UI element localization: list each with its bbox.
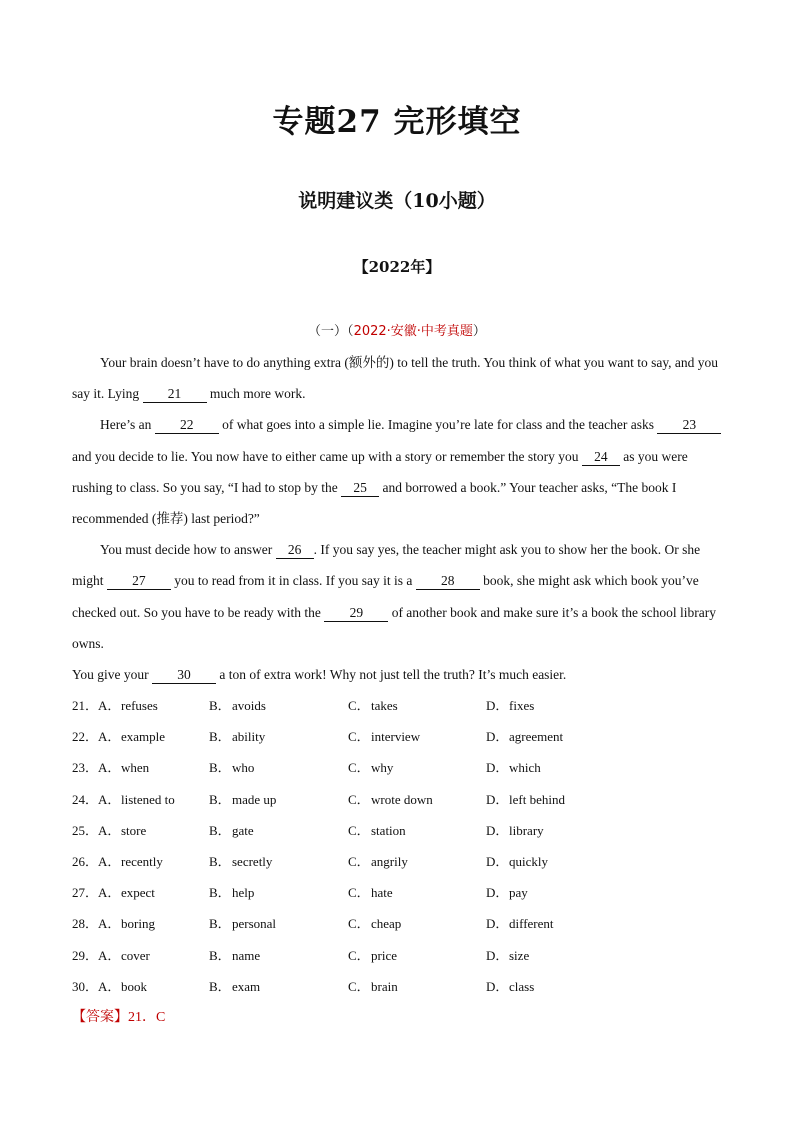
- option-d: D． different: [486, 916, 554, 932]
- option-d: D． fixes: [486, 698, 535, 713]
- passage-text: as you were rushing to class. So you say, “I had to stop by the: [72, 448, 688, 495]
- question-number: 25．: [72, 822, 99, 838]
- page-title: 专题27 完形填空: [272, 104, 522, 140]
- blank-27: 27: [107, 573, 171, 590]
- option-b: B． help: [209, 885, 255, 901]
- option-d: D． pay: [486, 885, 528, 901]
- blank-29: 29: [324, 605, 388, 622]
- option-d: D． which: [486, 760, 541, 776]
- option-b: B． exam: [209, 978, 261, 994]
- answer-tag: 【答案】: [72, 1010, 128, 1025]
- option-a: A． expect: [98, 885, 155, 901]
- question-row: [72, 752, 727, 783]
- option-d: D． left behind: [486, 791, 565, 807]
- option-a: A． boring: [98, 916, 155, 932]
- question-row: [72, 908, 727, 939]
- answer-line: [72, 1002, 165, 1033]
- option-b: B． gate: [209, 822, 254, 838]
- question-number: 26．: [72, 853, 99, 869]
- blank-22: 22: [155, 417, 219, 434]
- question-number: 21．: [72, 698, 99, 713]
- section-suffix: ）: [472, 324, 486, 339]
- option-a: A． recently: [98, 853, 163, 869]
- page-subtitle: 说明建议类（10小题）: [298, 190, 496, 212]
- option-c: C． angrily: [348, 853, 408, 869]
- option-a: A． book: [98, 978, 147, 994]
- passage-text: much more work.: [206, 386, 306, 402]
- section-prefix: （一）（: [308, 324, 354, 339]
- option-c: C． brain: [348, 978, 398, 994]
- option-b: B． name: [209, 947, 261, 963]
- passage-text: a ton of extra work! Why not just tell the truth? It’s much easier.: [216, 667, 567, 683]
- blank-26: 26: [276, 542, 314, 559]
- options-list: [72, 690, 727, 1002]
- option-c: C． interview: [348, 729, 421, 745]
- passage-text: and borrowed a book.” Your teacher asks, “The book I recommended (推荐) last period?”: [72, 479, 677, 527]
- option-b: B． personal: [209, 916, 277, 932]
- question-row: [72, 690, 727, 721]
- passage-text: book, she might ask which book you’ve checked out. So you have to be ready with the: [72, 573, 699, 620]
- question-number: 23．: [72, 760, 99, 776]
- question-row: [72, 940, 727, 971]
- question-number: 24．: [72, 791, 99, 807]
- option-a: A． refuses: [98, 698, 158, 713]
- option-a: A． listened to: [98, 791, 175, 807]
- option-c: C． station: [348, 822, 406, 838]
- option-b: B． who: [209, 760, 255, 776]
- option-d: D． quickly: [486, 853, 548, 869]
- blank-21: 21: [143, 386, 207, 403]
- option-d: D． size: [486, 947, 530, 963]
- question-number: 27．: [72, 885, 99, 901]
- option-c: C． takes: [348, 698, 398, 713]
- option-a: A． when: [98, 760, 150, 776]
- passage-text: you to read from it in class. If you say it is a: [170, 573, 416, 589]
- option-b: B． made up: [209, 791, 277, 807]
- option-b: B． ability: [209, 729, 266, 745]
- passage-text: of another book and make sure it’s a book the school library owns.: [72, 604, 716, 651]
- section-source: 2022·安徽·中考真题: [353, 324, 473, 339]
- option-c: C． why: [348, 760, 394, 776]
- question-row: [72, 971, 727, 1002]
- question-number: 22．: [72, 729, 99, 745]
- question-row: [72, 721, 727, 752]
- blank-23: 23: [657, 417, 721, 434]
- option-a: A． example: [98, 729, 166, 745]
- question-number: 28．: [72, 916, 99, 932]
- option-d: D． class: [486, 978, 535, 994]
- option-c: C． cheap: [348, 916, 402, 932]
- passage-text: Your brain doesn’t have to do anything extra (额外的) to tell the truth. You think of what you want to say, and you say it. Lying: [72, 355, 719, 402]
- passage-text: You must decide how to answer: [100, 542, 276, 558]
- question-row: [72, 815, 727, 846]
- section-heading: [0, 320, 794, 339]
- question-row: [72, 846, 727, 877]
- option-a: A． cover: [98, 947, 150, 963]
- question-row: [72, 784, 727, 815]
- passage-text: of what goes into a simple lie. Imagine you’re late for class and the teacher asks: [218, 417, 658, 433]
- passage-text: You give your: [72, 667, 153, 683]
- option-d: D． library: [486, 822, 544, 838]
- blank-25: 25: [341, 480, 379, 497]
- passage-paragraph-4: [72, 659, 727, 690]
- passage-paragraph-3: [72, 534, 727, 659]
- option-c: C． hate: [348, 885, 393, 901]
- passage-paragraph-2: [72, 409, 727, 534]
- blank-30: 30: [152, 667, 216, 684]
- option-b: B． avoids: [209, 698, 266, 713]
- option-a: A． store: [98, 822, 147, 838]
- blank-28: 28: [416, 573, 480, 590]
- passage-text: and you decide to lie. You now have to either came up with a story or remember the story you: [72, 448, 582, 464]
- answer-value: 21．C: [128, 1010, 166, 1025]
- year-heading: 【2022年】: [353, 258, 441, 276]
- option-c: C． wrote down: [348, 791, 433, 807]
- passage-text: Here’s an: [100, 417, 155, 433]
- question-number: 30．: [72, 978, 99, 994]
- question-row: [72, 877, 727, 908]
- passage-paragraph-1: [72, 347, 727, 409]
- option-c: C． price: [348, 947, 397, 963]
- question-number: 29．: [72, 947, 99, 963]
- passage-text: . If you say yes, the teacher might ask you to show her the book. Or she might: [72, 542, 701, 589]
- option-d: D． agreement: [486, 729, 564, 745]
- cloze-passage: [72, 347, 727, 690]
- option-b: B． secretly: [209, 853, 273, 869]
- blank-24: 24: [582, 449, 620, 466]
